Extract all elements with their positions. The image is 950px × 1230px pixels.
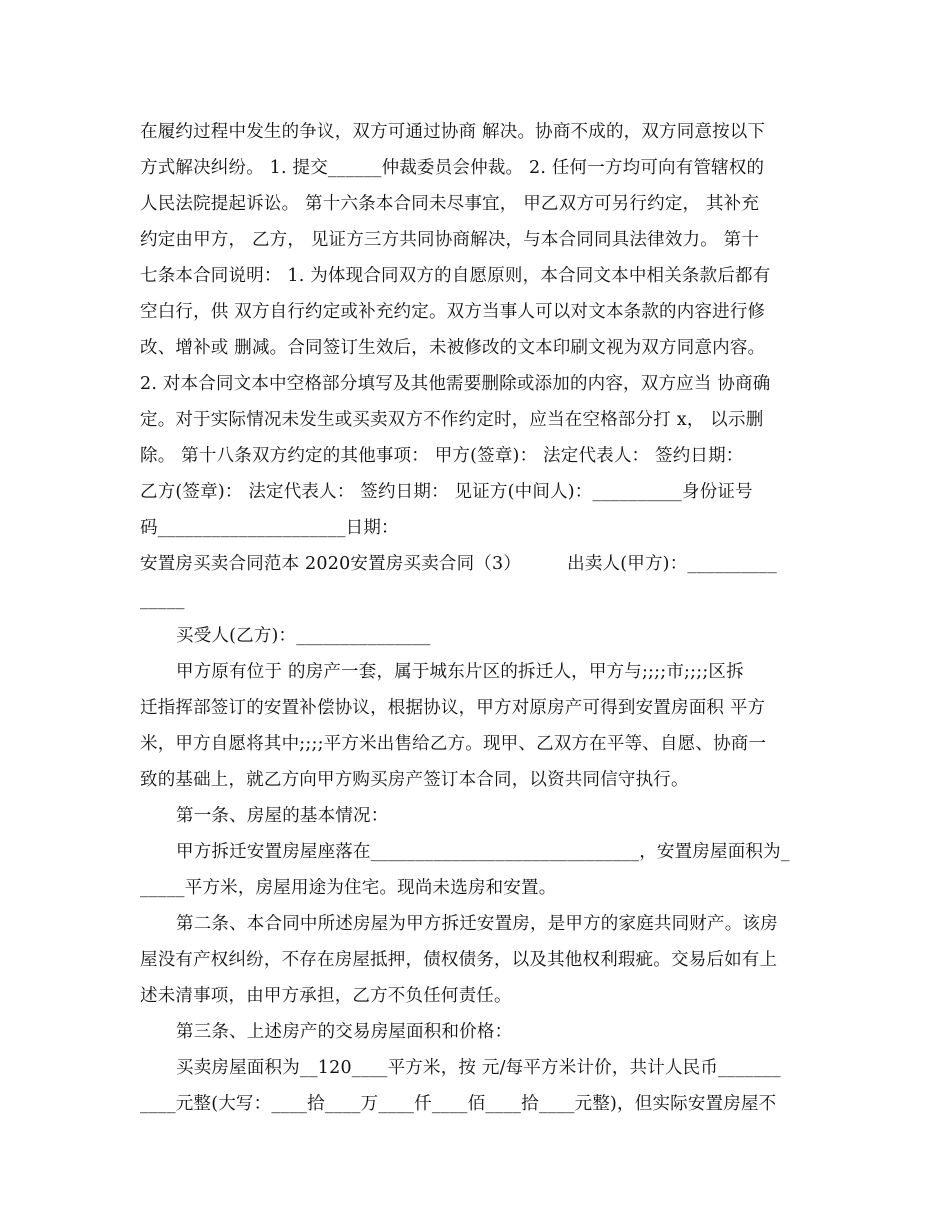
text-line: ____元整(大写：____拾____万____仟____佰____拾____元整)，但实际安置房屋不 xyxy=(140,1094,777,1114)
text-line: _____ xyxy=(140,590,185,610)
text-line: 码_____________________日期： xyxy=(140,518,399,538)
text-line: 约定由甲方， 乙方， 见证方三方共同协商解决，与本合同同具法律效力。 第十 xyxy=(140,230,760,250)
text-line: 2. 对本合同文本中空格部分填写及其他需要删除或添加的内容，双方应当 协商确 xyxy=(140,374,771,394)
document-title-line: 安置房买卖合同范本 2020安置房买卖合同（3） 出卖人(甲方)：__________ xyxy=(140,554,777,574)
text-line: 定。对于实际情况未发生或买卖双方不作约定时，应当在空格部分打 x， 以示删 xyxy=(140,410,764,430)
text-line: 空白行，供 双方自行约定或补充约定。双方当事人可以对文本条款的内容进行修 xyxy=(140,302,766,322)
article-heading: 第三条、上述房产的交易房屋面积和价格： xyxy=(176,1022,513,1042)
paragraph-first-line: 甲方原有位于 的房产一套，属于城东片区的拆迁人，甲方与;;;;市;;;;区拆 xyxy=(176,662,744,682)
text-line: 迁指挥部签订的安置补偿协议，根据协议，甲方对原房产可得到安置房面积 平方 xyxy=(140,698,766,718)
text-line: 在履约过程中发生的争议，双方可通过协商 解决。协商不成的，双方同意按以下 xyxy=(140,122,766,142)
paragraph-first-line: 第二条、本合同中所述房屋为甲方拆迁安置房，是甲方的家庭共同财产。该房 xyxy=(176,914,778,934)
text-line: 米，甲方自愿将其中;;;;平方米出售给乙方。现甲、乙双方在平等、自愿、协商一 xyxy=(140,734,767,754)
text-line: 屋没有产权纠纷，不存在房屋抵押，债权债务，以及其他权利瑕疵。交易后如有上 xyxy=(140,950,778,970)
text-line: _____平方米，房屋用途为住宅。现尚未选房和安置。 xyxy=(140,878,557,898)
text-line: 方式解决纠纷。 1. 提交______仲裁委员会仲裁。 2. 任何一方均可向有管辖权的 xyxy=(140,158,765,178)
buyer-line: 买受人(乙方)：_______________ xyxy=(176,626,431,646)
text-line: 致的基础上，就乙方向甲方购买房产签订本合同，以资共同信守执行。 xyxy=(140,770,689,790)
text-line: 人民法院提起诉讼。 第十六条本合同未尽事宜， 甲乙双方可另行约定， 其补充 xyxy=(140,194,760,214)
text-line: 改、增补或 删减。合同签订生效后，未被修改的文本印刷文视为双方同意内容。 xyxy=(140,338,766,358)
text-line: 七条本合同说明： 1. 为体现合同双方的自愿原则，本合同文本中相关条款后都有 xyxy=(140,266,771,286)
paragraph-first-line: 买卖房屋面积为__120____平方米，按 元/每平方米计价，共计人民币_______ xyxy=(176,1058,781,1078)
paragraph-first-line: 甲方拆迁安置房屋座落在______________________________，安置房屋面积为_ xyxy=(176,842,790,862)
article-heading: 第一条、房屋的基本情况： xyxy=(176,806,389,826)
text-line: 述未清事项，由甲方承担，乙方不负任何责任。 xyxy=(140,986,512,1006)
text-line: 乙方(签章)： 法定代表人： 签约日期： 见证方(中间人)：__________身份证号 xyxy=(140,482,753,502)
text-line: 除。 第十八条双方约定的其他事项： 甲方(签章)： 法定代表人： 签约日期： xyxy=(140,446,744,466)
